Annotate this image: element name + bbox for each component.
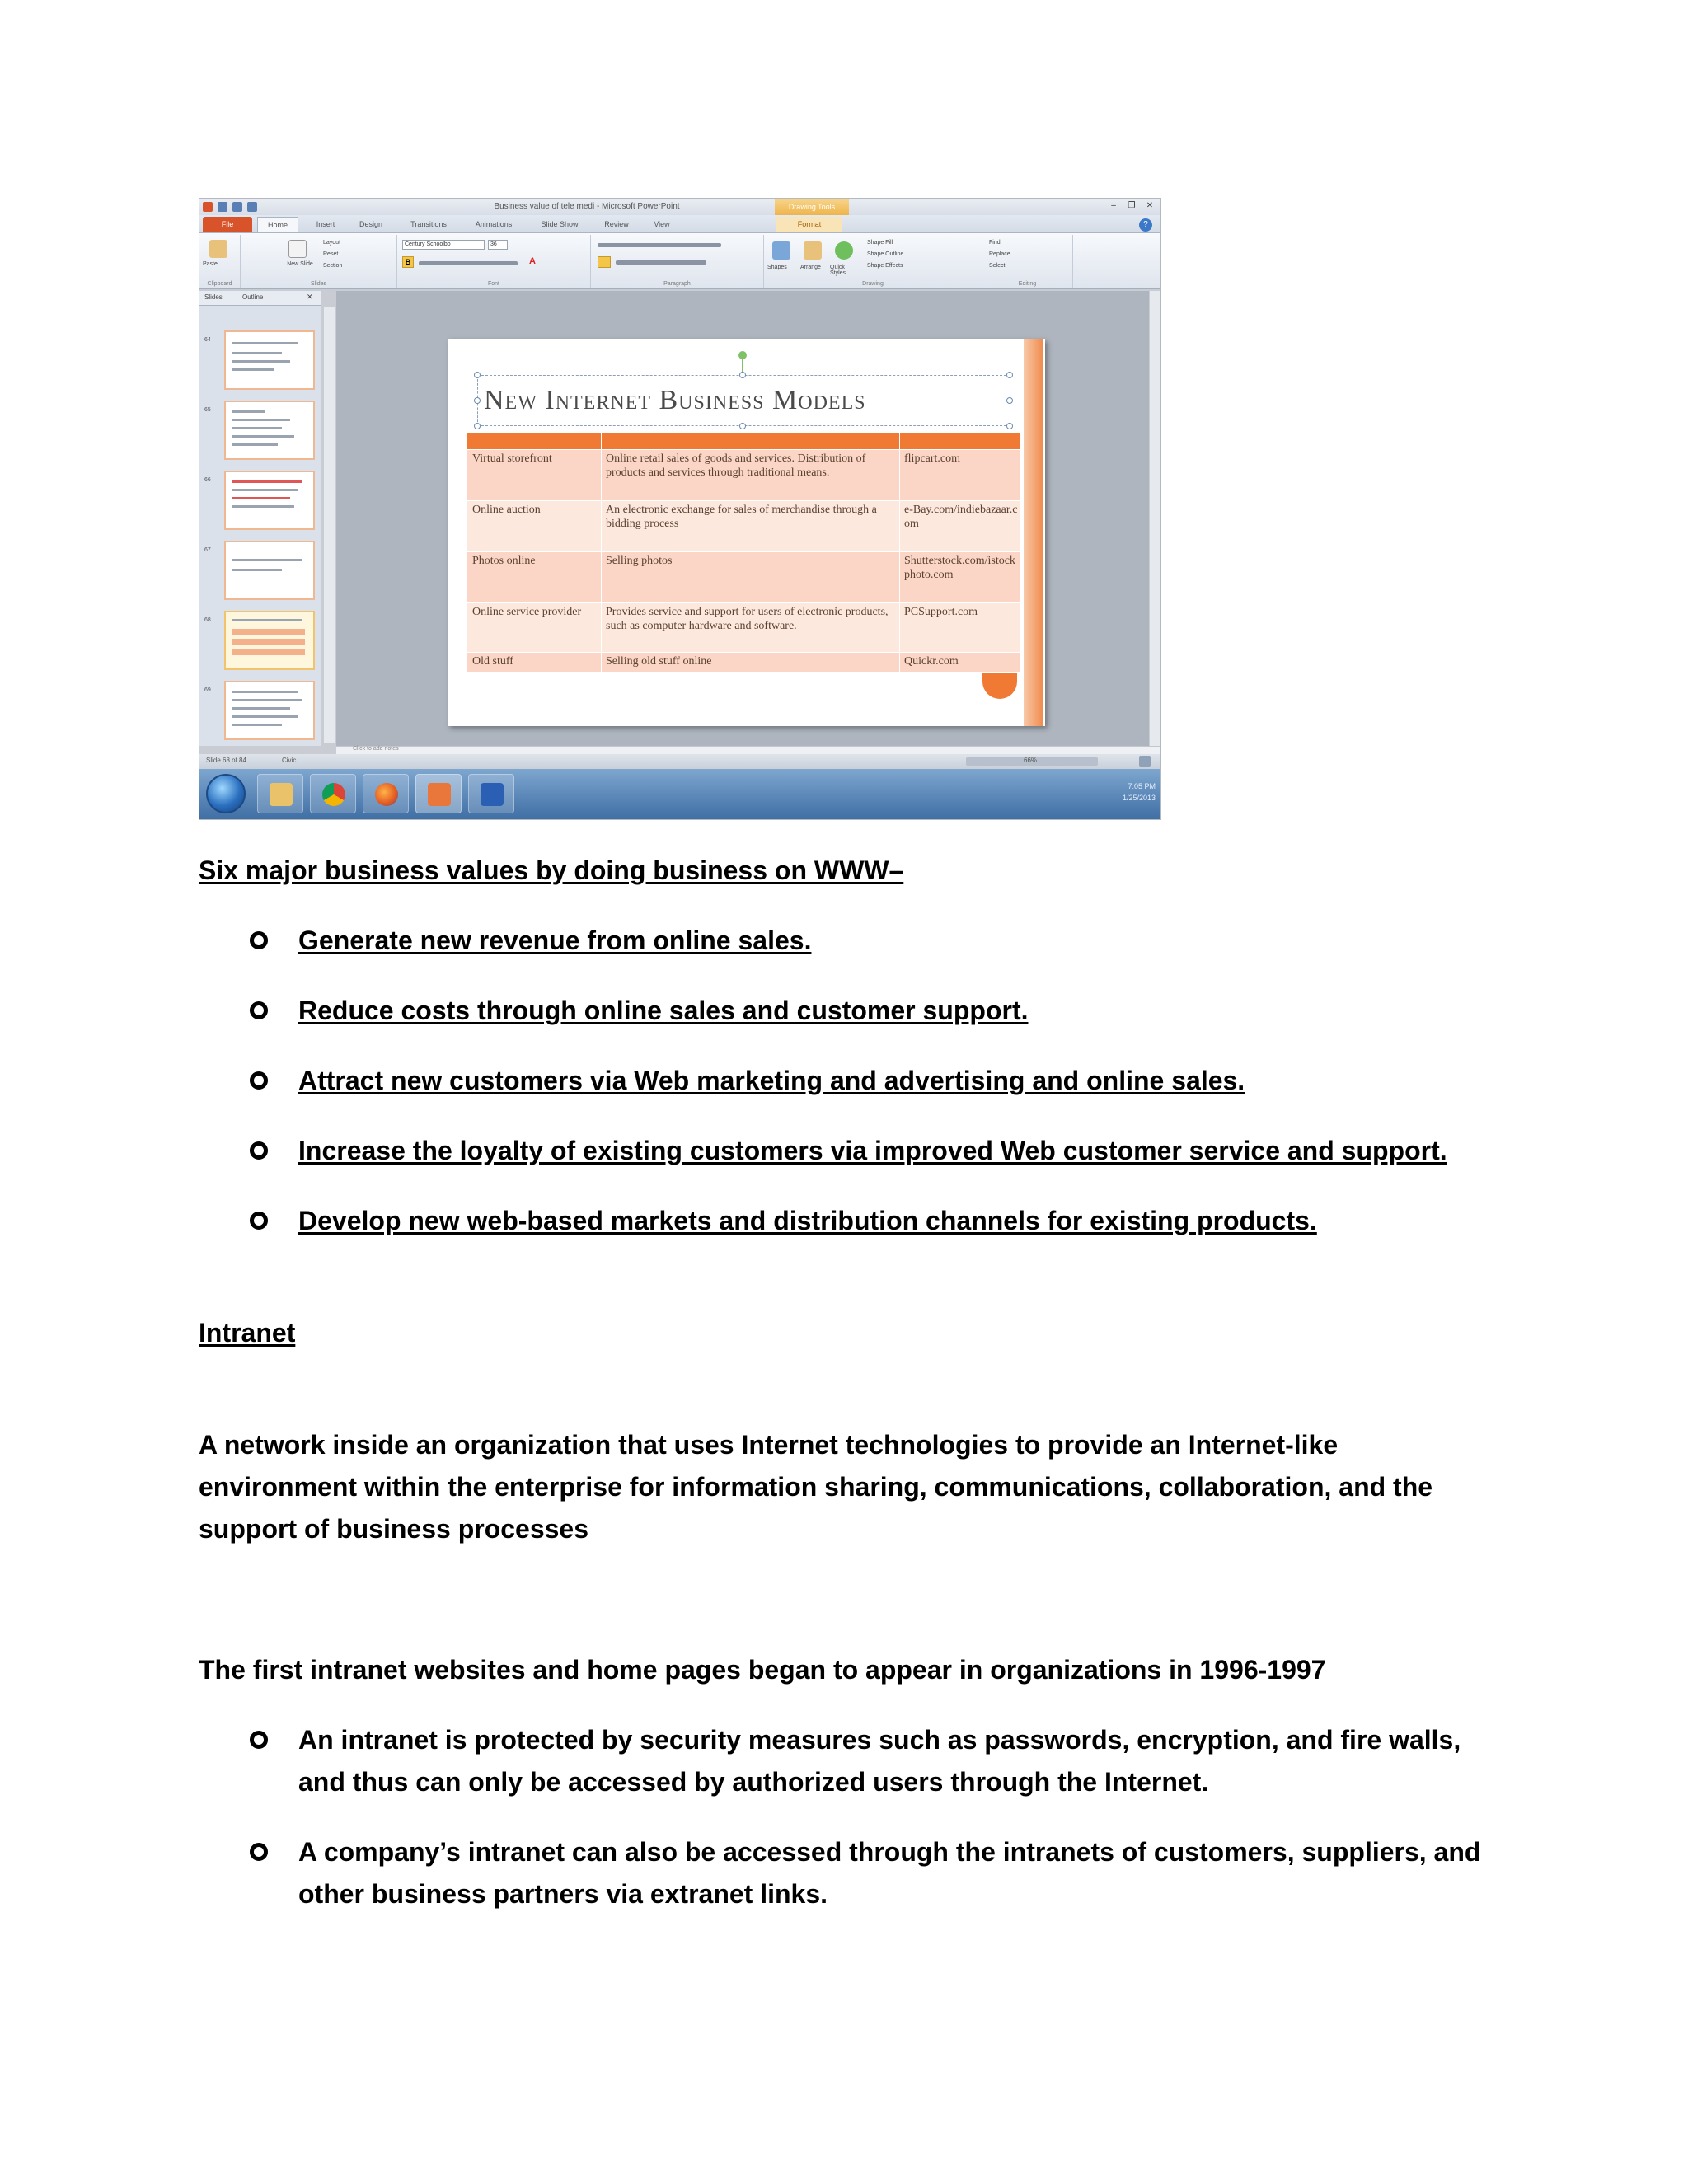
model-example: Shutterstock.com/istockphoto.com: [904, 555, 1015, 581]
bullet-icon: [250, 1071, 268, 1090]
ribbon-group-editing: [982, 235, 1073, 288]
model-name: Photos online: [472, 555, 536, 567]
minimize-icon[interactable]: –: [1111, 201, 1116, 210]
model-name: Virtual storefront: [472, 452, 552, 465]
resize-handle[interactable]: [739, 372, 746, 378]
slide-thumbnail-67[interactable]: [224, 541, 315, 600]
taskbar-word[interactable]: [468, 774, 514, 813]
slide-thumbnail-68-selected[interactable]: [224, 611, 315, 670]
tab-home[interactable]: Home: [257, 217, 298, 232]
ribbon-group-paragraph: [591, 235, 764, 288]
model-example: e-Bay.com/indiebazaar.com: [904, 504, 1018, 530]
tab-view[interactable]: View: [654, 220, 670, 228]
notes-pane[interactable]: [336, 746, 1160, 754]
business-value-item: Develop new web-based markets and distribution channels for existing products.: [298, 1206, 1317, 1235]
slide-title: New Internet Business Models: [484, 385, 866, 415]
tab-outline[interactable]: Outline: [242, 293, 264, 301]
word-icon: [481, 783, 504, 806]
clipboard-group-label: Clipboard: [207, 281, 232, 287]
align-buttons[interactable]: [616, 260, 706, 265]
model-name: Online auction: [472, 504, 541, 516]
font-group-label: Font: [487, 281, 499, 287]
resize-handle[interactable]: [474, 397, 481, 404]
select-button[interactable]: Select: [989, 263, 1006, 269]
resize-handle[interactable]: [1006, 423, 1013, 429]
bullet-icon: [250, 1843, 268, 1861]
paragraph-group-label: Paragraph: [663, 281, 691, 287]
font-color-icon[interactable]: A: [529, 256, 536, 266]
clock-time: 7:05 PM: [1128, 782, 1156, 790]
drawing-tools-label: Drawing Tools: [775, 199, 849, 215]
section-button[interactable]: Section: [323, 263, 343, 269]
layout-button[interactable]: Layout: [323, 240, 341, 246]
restore-icon[interactable]: ❐: [1128, 201, 1136, 210]
tab-insert[interactable]: Insert: [316, 220, 335, 228]
taskbar-chrome[interactable]: [310, 774, 356, 813]
resize-handle[interactable]: [1006, 397, 1013, 404]
thumbnail-number: 67: [204, 547, 211, 553]
tab-design[interactable]: Design: [359, 220, 382, 228]
business-value-item: Generate new revenue from online sales.: [298, 926, 812, 955]
rotation-handle[interactable]: [738, 351, 747, 359]
powerpoint-screenshot: [199, 198, 1161, 820]
slide-thumbnail-69[interactable]: [224, 681, 315, 740]
tab-animations[interactable]: Animations: [475, 220, 513, 228]
ribbon-group-drawing: [764, 235, 982, 288]
shapes-icon[interactable]: [772, 241, 790, 260]
font-format-buttons[interactable]: [419, 261, 518, 265]
drawing-group-label: Drawing: [862, 281, 884, 287]
slide-thumbnail-65[interactable]: [224, 401, 315, 460]
new-slide-icon[interactable]: [288, 240, 307, 258]
intranet-history: The first intranet websites and home pages began to appear in organizations in 1996-1997: [199, 1655, 1326, 1685]
table-row: [467, 652, 1020, 672]
powerpoint-icon: [428, 783, 451, 806]
model-description: Online retail sales of goods and services. Distribution of products and services through traditional means.: [606, 452, 866, 479]
reset-button[interactable]: Reset: [323, 251, 339, 257]
heading-business-values: Six major business values by doing business on WWW–: [199, 855, 904, 885]
model-description: An electronic exchange for sales of merchandise through a bidding process: [606, 504, 877, 530]
powerpoint-app-icon[interactable]: [203, 202, 213, 212]
redo-icon[interactable]: [247, 202, 257, 212]
chrome-icon: [322, 783, 345, 806]
thumbnail-number: 68: [204, 617, 211, 623]
model-description: Provides service and support for users of electronic products, such as computer hardware and software.: [606, 606, 889, 632]
model-description: Selling photos: [606, 555, 673, 567]
find-button[interactable]: Find: [989, 240, 1001, 246]
save-icon[interactable]: [218, 202, 227, 212]
tab-slides[interactable]: Slides: [204, 293, 223, 301]
model-description: Selling old stuff online: [606, 655, 712, 668]
thumbnail-number: 64: [204, 337, 211, 343]
arrange-label: Arrange: [800, 265, 821, 270]
bullet-icon: [250, 1141, 268, 1160]
folder-icon: [270, 783, 293, 806]
slide-table-header: [467, 433, 1020, 449]
paste-label: Paste: [203, 261, 218, 267]
panel-tabs: [199, 291, 321, 306]
help-icon[interactable]: ?: [1139, 218, 1152, 232]
heading-intranet: Intranet: [199, 1318, 296, 1347]
tab-file[interactable]: File: [203, 217, 252, 232]
bullet-icon: [250, 931, 268, 949]
new-slide-label: New Slide: [287, 261, 313, 267]
shape-outline-button[interactable]: Shape Outline: [867, 251, 904, 257]
slide-thumbnail-66[interactable]: [224, 471, 315, 530]
thumbnail-number: 66: [204, 477, 211, 483]
taskbar-explorer[interactable]: [257, 774, 303, 813]
close-panel-icon[interactable]: ✕: [307, 293, 313, 301]
slides-group-label: Slides: [310, 281, 327, 287]
slide-count-status: Slide 68 of 84: [206, 757, 246, 764]
slide-accent-bar: [1024, 339, 1043, 726]
firefox-icon: [375, 783, 398, 806]
table-row: [467, 449, 1020, 500]
intranet-fact: An intranet is protected by security measures such as passwords, encryption, and fire walls, and thus can only be accessed by authorized users through the Internet.: [298, 1725, 1461, 1797]
model-example: Quickr.com: [904, 655, 959, 668]
font-name-box[interactable]: Century Schoolbo: [402, 240, 485, 250]
tab-review[interactable]: Review: [604, 220, 629, 228]
taskbar-powerpoint[interactable]: [415, 774, 462, 813]
editing-group-label: Editing: [1018, 281, 1037, 287]
resize-handle[interactable]: [1006, 372, 1013, 378]
ribbon-group-clipboard: [199, 235, 241, 288]
slide-thumbnail-64[interactable]: [224, 330, 315, 390]
fit-slide-icon[interactable]: [1139, 756, 1151, 767]
table-row: [467, 500, 1020, 551]
tab-format[interactable]: Format: [776, 217, 842, 232]
paste-icon[interactable]: [209, 240, 227, 258]
shape-fill-button[interactable]: Shape Fill: [867, 240, 893, 246]
model-name: Online service provider: [472, 606, 582, 618]
quick-styles-label: Quick Styles: [830, 265, 846, 276]
close-icon[interactable]: ✕: [1146, 201, 1154, 210]
tab-slide-show[interactable]: Slide Show: [541, 220, 579, 228]
tab-transitions[interactable]: Transitions: [410, 220, 447, 228]
start-button-icon[interactable]: [206, 774, 246, 813]
replace-button[interactable]: Replace: [989, 251, 1010, 257]
model-name: Old stuff: [472, 655, 513, 668]
table-row: [467, 602, 1020, 652]
ribbon-group-slides: [241, 235, 397, 288]
font-size-box[interactable]: 36: [488, 240, 508, 250]
align-left-button[interactable]: [598, 256, 611, 268]
system-tray: [991, 776, 1156, 812]
bold-button[interactable]: B: [402, 256, 414, 268]
shapes-label: Shapes: [767, 265, 787, 270]
bullet-icon: [250, 1212, 268, 1230]
bullet-icon: [250, 1001, 268, 1019]
zoom-level: 66%: [1024, 757, 1038, 764]
list-buttons[interactable]: [598, 243, 721, 247]
resize-handle[interactable]: [474, 372, 481, 378]
window-title: Business value of tele medi - Microsoft PowerPoint: [494, 202, 680, 211]
model-example: PCSupport.com: [904, 606, 978, 618]
table-row: [467, 551, 1020, 602]
clock-date: 1/25/2013: [1122, 794, 1156, 802]
taskbar-firefox[interactable]: [363, 774, 409, 813]
thumbnail-number: 69: [204, 687, 211, 693]
arrange-icon[interactable]: [804, 241, 822, 260]
intranet-definition: A network inside an organization that uses Internet technologies to provide an Internet-like environment within the enterprise for information sharing, communications, collaboration, and the support of business processes: [199, 1430, 1433, 1544]
business-value-item: Increase the loyalty of existing customers via improved Web customer service and support.: [298, 1136, 1447, 1165]
table-column-divider: [601, 433, 602, 688]
slides-panel-scrollbar[interactable]: [323, 307, 335, 743]
undo-icon[interactable]: [232, 202, 242, 212]
resize-handle[interactable]: [474, 423, 481, 429]
resize-handle[interactable]: [739, 423, 746, 429]
thumbnail-number: 65: [204, 407, 211, 413]
quick-styles-icon[interactable]: [835, 241, 853, 260]
business-value-item: Attract new customers via Web marketing and advertising and online sales.: [298, 1066, 1245, 1095]
notes-placeholder: Click to add notes: [353, 746, 399, 752]
editing-scrollbar[interactable]: [1149, 291, 1160, 746]
theme-status: Civic: [282, 757, 297, 764]
model-example: flipcart.com: [904, 452, 961, 465]
bullet-icon: [250, 1731, 268, 1749]
ribbon-group-font: [397, 235, 591, 288]
business-value-item: Reduce costs through online sales and customer support.: [298, 996, 1029, 1025]
table-column-divider: [899, 433, 900, 688]
shape-effects-button[interactable]: Shape Effects: [867, 263, 903, 269]
intranet-fact: A company’s intranet can also be accessed through the intranets of customers, suppliers, and other business partners via extranet links.: [298, 1837, 1481, 1909]
